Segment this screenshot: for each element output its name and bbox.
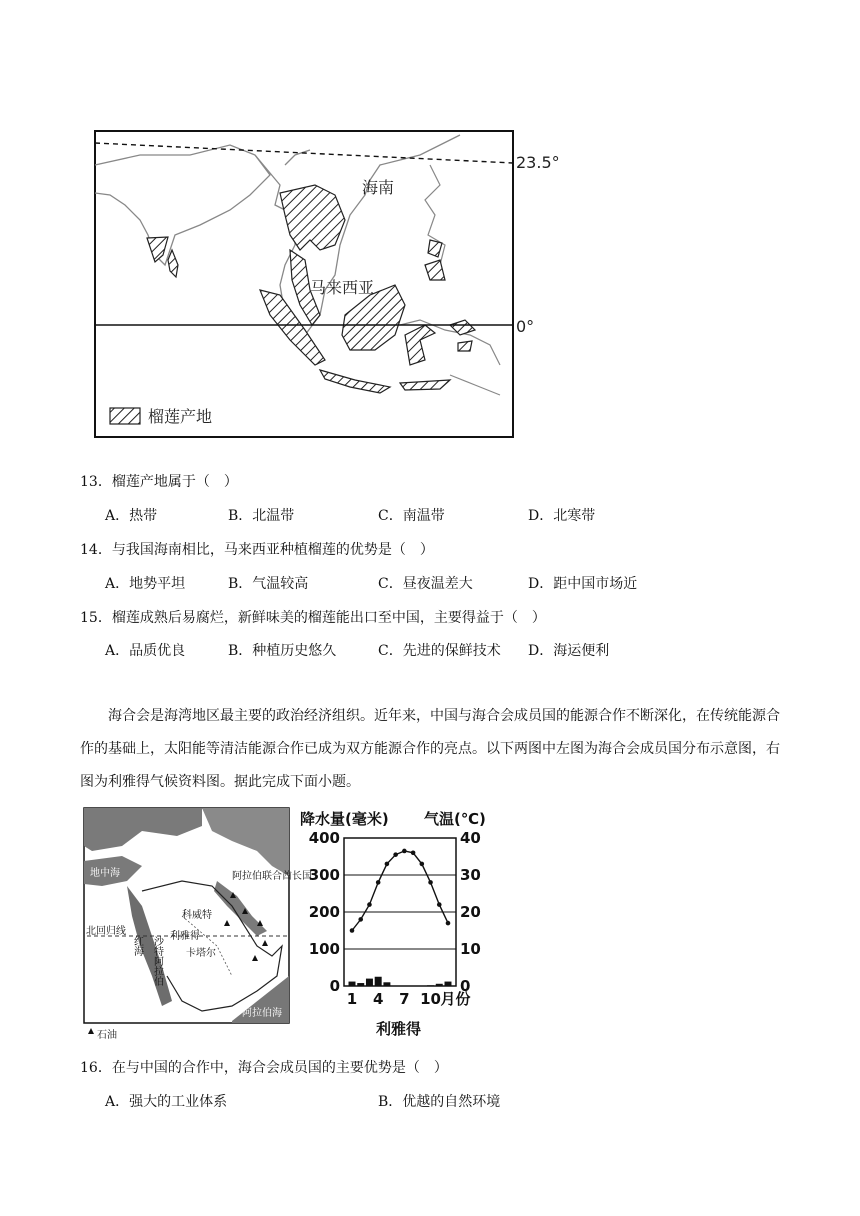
riyadh-label: 利雅得 bbox=[170, 931, 200, 942]
temp-tick-label: 20 bbox=[460, 903, 481, 921]
temperature-point bbox=[402, 849, 407, 854]
gcc-map bbox=[82, 806, 312, 1046]
legend-hatch-swatch bbox=[110, 408, 140, 424]
precip-bar bbox=[436, 984, 443, 986]
temp-tick-label: 30 bbox=[460, 866, 481, 884]
temperature-point bbox=[428, 880, 433, 885]
precip-tick-label: 400 bbox=[308, 829, 340, 847]
question-stem: 榴莲产地属于（ ） bbox=[111, 474, 238, 490]
temperature-line bbox=[352, 851, 448, 931]
option-c[interactable]: C．南温带 bbox=[378, 508, 445, 524]
precip-bar bbox=[349, 982, 356, 986]
option-b[interactable]: B．种植历史悠久 bbox=[228, 643, 337, 659]
qatar-label: 卡塔尔 bbox=[186, 948, 216, 959]
option-a[interactable]: A．品质优良 bbox=[105, 643, 186, 659]
temp-axis-label: 气温(℃) bbox=[424, 810, 486, 828]
temp-tick-label: 10 bbox=[460, 940, 481, 958]
question-stem: 榴莲成熟后易腐烂，新鲜味美的榴莲能出口至中国，主要得益于（ ） bbox=[111, 610, 546, 626]
option-c[interactable]: C．先进的保鲜技术 bbox=[378, 643, 501, 659]
temp-tick-label: 0 bbox=[460, 977, 471, 995]
precip-tick-label: 0 bbox=[329, 977, 340, 995]
month-tick-label: 4 bbox=[372, 990, 384, 1008]
option-a[interactable]: A．热带 bbox=[105, 508, 158, 524]
option-b[interactable]: B．气温较高 bbox=[228, 576, 309, 592]
temp-tick-label: 40 bbox=[460, 829, 481, 847]
option-d[interactable]: D．海运便利 bbox=[528, 643, 610, 659]
temperature-point bbox=[350, 928, 355, 933]
temperature-point bbox=[385, 862, 390, 867]
precip-bar bbox=[357, 983, 364, 986]
precip-bar bbox=[445, 982, 452, 986]
temperature-point bbox=[446, 921, 451, 926]
option-c[interactable]: C．昼夜温差大 bbox=[378, 576, 473, 592]
temperature-point bbox=[437, 902, 442, 907]
precip-axis-label: 降水量(毫米) bbox=[300, 810, 389, 828]
question-number: 15． bbox=[80, 610, 112, 626]
temperature-point bbox=[376, 880, 381, 885]
temperature-point bbox=[367, 902, 372, 907]
durian-map bbox=[80, 125, 560, 445]
option-a[interactable]: A．强大的工业体系 bbox=[105, 1094, 228, 1110]
month-unit-label: 月份 bbox=[440, 990, 471, 1008]
option-d[interactable]: D．北寒带 bbox=[528, 508, 596, 524]
temperature-point bbox=[411, 851, 416, 856]
temperature-point bbox=[420, 862, 425, 867]
malaysia-label: 马来西亚 bbox=[310, 278, 375, 297]
red-sea-label: 红海 bbox=[131, 936, 143, 956]
precip-tick-label: 300 bbox=[308, 866, 340, 884]
option-b[interactable]: B．北温带 bbox=[228, 508, 295, 524]
mediterranean-label: 地中海 bbox=[90, 868, 120, 879]
latitude-equator-label: 0° bbox=[516, 317, 535, 336]
question-stem: 在与中国的合作中，海合会成员国的主要优势是（ ） bbox=[111, 1060, 448, 1076]
hainan-label: 海南 bbox=[362, 178, 395, 197]
precip-bar bbox=[375, 977, 382, 986]
option-b[interactable]: B．优越的自然环境 bbox=[378, 1094, 501, 1110]
question-stem: 与我国海南相比，马来西亚种植榴莲的优势是（ ） bbox=[111, 542, 434, 558]
precip-bar bbox=[427, 985, 434, 986]
temperature-point bbox=[393, 852, 398, 857]
arabian-sea-label: 阿拉伯海 bbox=[242, 1008, 282, 1019]
latitude-tropic-label: 23.5° bbox=[516, 153, 560, 172]
month-tick-label: 7 bbox=[399, 990, 410, 1008]
question-number: 14． bbox=[80, 542, 112, 558]
uae-label: 阿拉伯联合酋长国 bbox=[232, 871, 312, 882]
kuwait-label: 科威特 bbox=[182, 910, 212, 921]
question-number: 16． bbox=[80, 1060, 112, 1076]
chart-title: 利雅得 bbox=[376, 1020, 422, 1038]
precip-tick-label: 100 bbox=[308, 940, 340, 958]
precip-tick-label: 200 bbox=[308, 903, 340, 921]
temperature-point bbox=[358, 917, 363, 922]
riyadh-climate-chart bbox=[296, 806, 506, 1041]
option-d[interactable]: D．距中国市场近 bbox=[528, 576, 638, 592]
month-tick-label: 1 bbox=[346, 990, 358, 1008]
reading-passage: 海合会是海湾地区最主要的政治经济组织。近年来，中国与海合会成员国的能源合作不断深化，在传统能源合作的基础上，太阳能等清洁能源合作已成为双方能源合作的亮点。以下两图中左图为海合会成员国分布示意图，右图为利雅得气候资料图。据此完成下面小题。 bbox=[80, 708, 780, 790]
tropic-label: 北回归线 bbox=[86, 926, 126, 937]
month-tick-label: 10 bbox=[420, 990, 441, 1008]
option-a[interactable]: A．地势平坦 bbox=[105, 576, 186, 592]
saudi-label: 沙特阿拉伯 bbox=[151, 936, 163, 986]
legend-label: 榴莲产地 bbox=[148, 407, 213, 426]
precip-bar bbox=[366, 979, 373, 986]
question-number: 13． bbox=[80, 474, 112, 490]
precip-bar bbox=[383, 982, 390, 986]
oil-legend-label: 石油 bbox=[97, 1030, 117, 1041]
